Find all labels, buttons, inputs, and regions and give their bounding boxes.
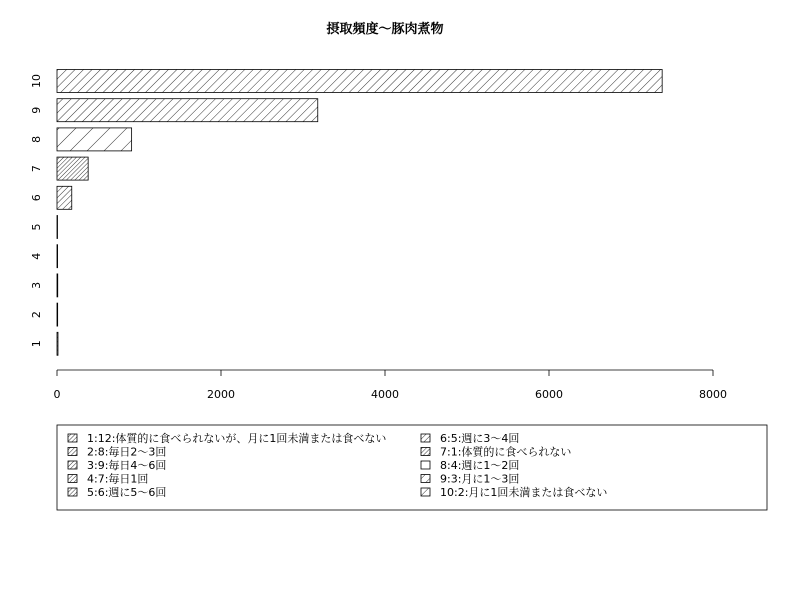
legend-swatch-6	[421, 434, 430, 442]
bar-8	[57, 128, 132, 151]
legend-swatch-10	[421, 488, 430, 496]
legend-label-1: 1:12:体質的に食べられないが、月に1回未満または食べない	[87, 432, 387, 445]
legend-swatch-8	[421, 461, 430, 469]
legend-swatch-1	[68, 434, 77, 442]
y-tick-label-1: 1	[30, 340, 43, 348]
bar-7	[57, 157, 88, 180]
bars-layer	[57, 70, 662, 356]
legend-label-7: 7:1:体質的に食べられない	[440, 445, 572, 459]
bar-6	[57, 186, 72, 209]
legend-swatch-3	[68, 461, 77, 469]
y-tick-label-3: 3	[30, 281, 43, 289]
y-tick-label-4: 4	[30, 252, 43, 260]
legend-swatch-4	[68, 475, 77, 483]
legend-label-9: 9:3:月に1〜3回	[440, 472, 520, 486]
x-tick-label: 6000	[535, 388, 563, 401]
x-tick-label: 0	[53, 388, 61, 401]
legend-label-3: 3:9:毎日4〜6回	[87, 459, 167, 472]
legend-swatch-9	[421, 475, 430, 483]
legend-label-2: 2:8:毎日2〜3回	[87, 445, 167, 459]
legend-label-5: 5:6:週に5〜6回	[87, 486, 167, 499]
y-tick-label-6: 6	[30, 194, 43, 202]
legend-label-4: 4:7:毎日1回	[87, 472, 149, 486]
legend-label-6: 6:5:週に3〜4回	[440, 432, 520, 445]
legend-swatch-5	[68, 488, 77, 496]
bar-10	[57, 70, 662, 93]
x-tick-label: 4000	[371, 388, 399, 401]
y-tick-label-8: 8	[30, 135, 43, 143]
x-axis	[54, 370, 728, 401]
x-tick-label: 8000	[699, 388, 727, 401]
legend-swatch-2	[68, 448, 77, 456]
bar-1	[57, 332, 58, 355]
y-tick-label-10: 10	[30, 74, 43, 88]
chart-title: 摂取頻度〜豚肉煮物	[326, 22, 444, 37]
legend-label-8: 8:4:週に1〜2回	[440, 459, 520, 472]
y-tick-label-2: 2	[30, 311, 43, 319]
y-tick-label-7: 7	[30, 165, 43, 173]
x-tick-label: 2000	[207, 388, 235, 401]
legend	[57, 425, 767, 510]
legend-label-10: 10:2:月に1回未満または食べない	[440, 486, 608, 499]
legend-swatch-7	[421, 448, 430, 456]
bar-5	[57, 216, 58, 239]
y-axis	[30, 74, 43, 347]
y-tick-label-9: 9	[30, 106, 43, 114]
bar-2	[57, 303, 58, 326]
y-tick-label-5: 5	[30, 223, 43, 231]
bar-9	[57, 99, 318, 122]
bar-4	[57, 245, 58, 268]
bar-3	[57, 274, 58, 297]
